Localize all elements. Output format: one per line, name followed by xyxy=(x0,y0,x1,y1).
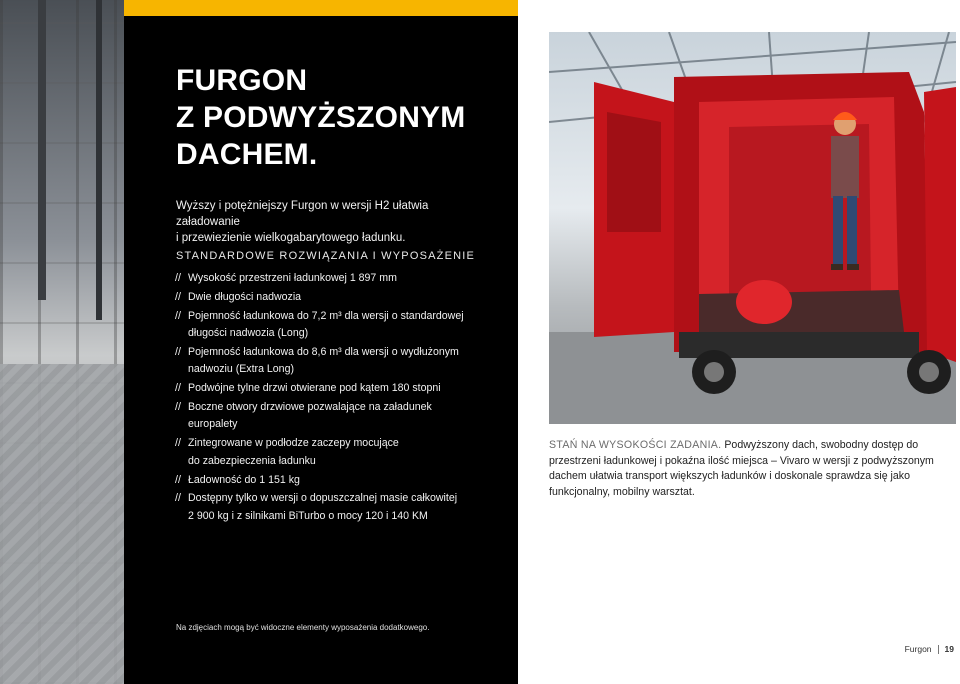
feature-item xyxy=(176,344,476,379)
accent-bar xyxy=(124,0,518,16)
feature-item xyxy=(176,472,476,490)
steel-beam xyxy=(38,0,46,300)
feature-text: // Ładowność do 1 151 kg xyxy=(188,473,300,486)
intro-line: i przewiezienie wielkogabarytowego ładunku. xyxy=(176,232,406,244)
warehouse-photo-strip xyxy=(0,0,124,684)
feature-item xyxy=(176,380,476,398)
feature-item xyxy=(176,308,476,343)
footer-divider xyxy=(938,645,939,654)
warehouse-floor xyxy=(0,364,124,684)
feature-text: // Dwie długości nadwozia xyxy=(188,290,302,303)
intro-paragraph xyxy=(176,198,486,246)
feature-item xyxy=(176,399,476,434)
feature-text: // Zintegrowane w podłodze zaczepy mocujące xyxy=(188,437,399,450)
feature-list xyxy=(176,270,476,527)
text-panel xyxy=(124,0,518,684)
feature-text: 2 900 kg i z silnikami BiTurbo o mocy 120 i 140 KM xyxy=(188,509,428,522)
title-line: Z PODWYŻSZONYM xyxy=(176,101,466,134)
feature-text: europalety xyxy=(188,418,238,431)
feature-text: // Boczne otwory drzwiowe pozwalające na załadunek xyxy=(188,400,432,413)
footer-section: Furgon xyxy=(904,644,932,654)
feature-text: // Pojemność ładunkowa do 8,6 m³ dla wersji o wydłużonym xyxy=(188,345,459,358)
feature-text: do zabezpieczenia ładunku xyxy=(188,454,316,467)
page-number: 19 xyxy=(944,644,954,654)
van-illustration xyxy=(549,32,956,424)
photo-caption xyxy=(549,438,954,500)
feature-text: // Dostępny tylko w wersji o dopuszczalnej masie całkowitej xyxy=(188,492,458,505)
feature-item xyxy=(176,435,476,470)
page-footer xyxy=(905,644,954,654)
page-title xyxy=(176,62,465,173)
feature-text: // Wysokość przestrzeni ładunkowej 1 897 mm xyxy=(188,272,397,284)
title-line: FURGON xyxy=(176,64,308,97)
feature-text: // Podwójne tylne drzwi otwierane pod kątem 180 stopni xyxy=(188,382,441,395)
steel-beam xyxy=(96,0,102,320)
caption-body: Podwyższony dach, swobodny dostęp do przestrzeni ładunkowej i pokaźna ilość miejsca – Vivaro w wersji z podwyższonym dachem ułatwia transport większych ładunków i doskonale sprawdza się jako funkcjonalny, mobilny warsztat. xyxy=(549,439,934,498)
feature-item xyxy=(176,270,476,288)
section-heading: STANDARDOWE ROZWIĄZANIA I WYPOSAŻENIE xyxy=(176,250,476,262)
caption-lead: STAŃ NA WYSOKOŚCI ZADANIA. xyxy=(549,439,722,451)
disclaimer: Na zdjęciach mogą być widoczne elementy wyposażenia dodatkowego. xyxy=(176,623,430,632)
feature-item xyxy=(176,289,476,307)
feature-text: nadwoziu (Extra Long) xyxy=(188,363,294,376)
feature-item xyxy=(176,490,476,525)
title-line: DACHEM. xyxy=(176,138,318,171)
van-photo xyxy=(549,32,956,424)
feature-text: długości nadwozia (Long) xyxy=(188,327,309,340)
intro-line: Wyższy i potężniejszy Furgon w wersji H2 ułatwia załadowanie xyxy=(176,200,429,228)
feature-text: // Pojemność ładunkowa do 7,2 m³ dla wersji o standardowej xyxy=(188,309,464,322)
